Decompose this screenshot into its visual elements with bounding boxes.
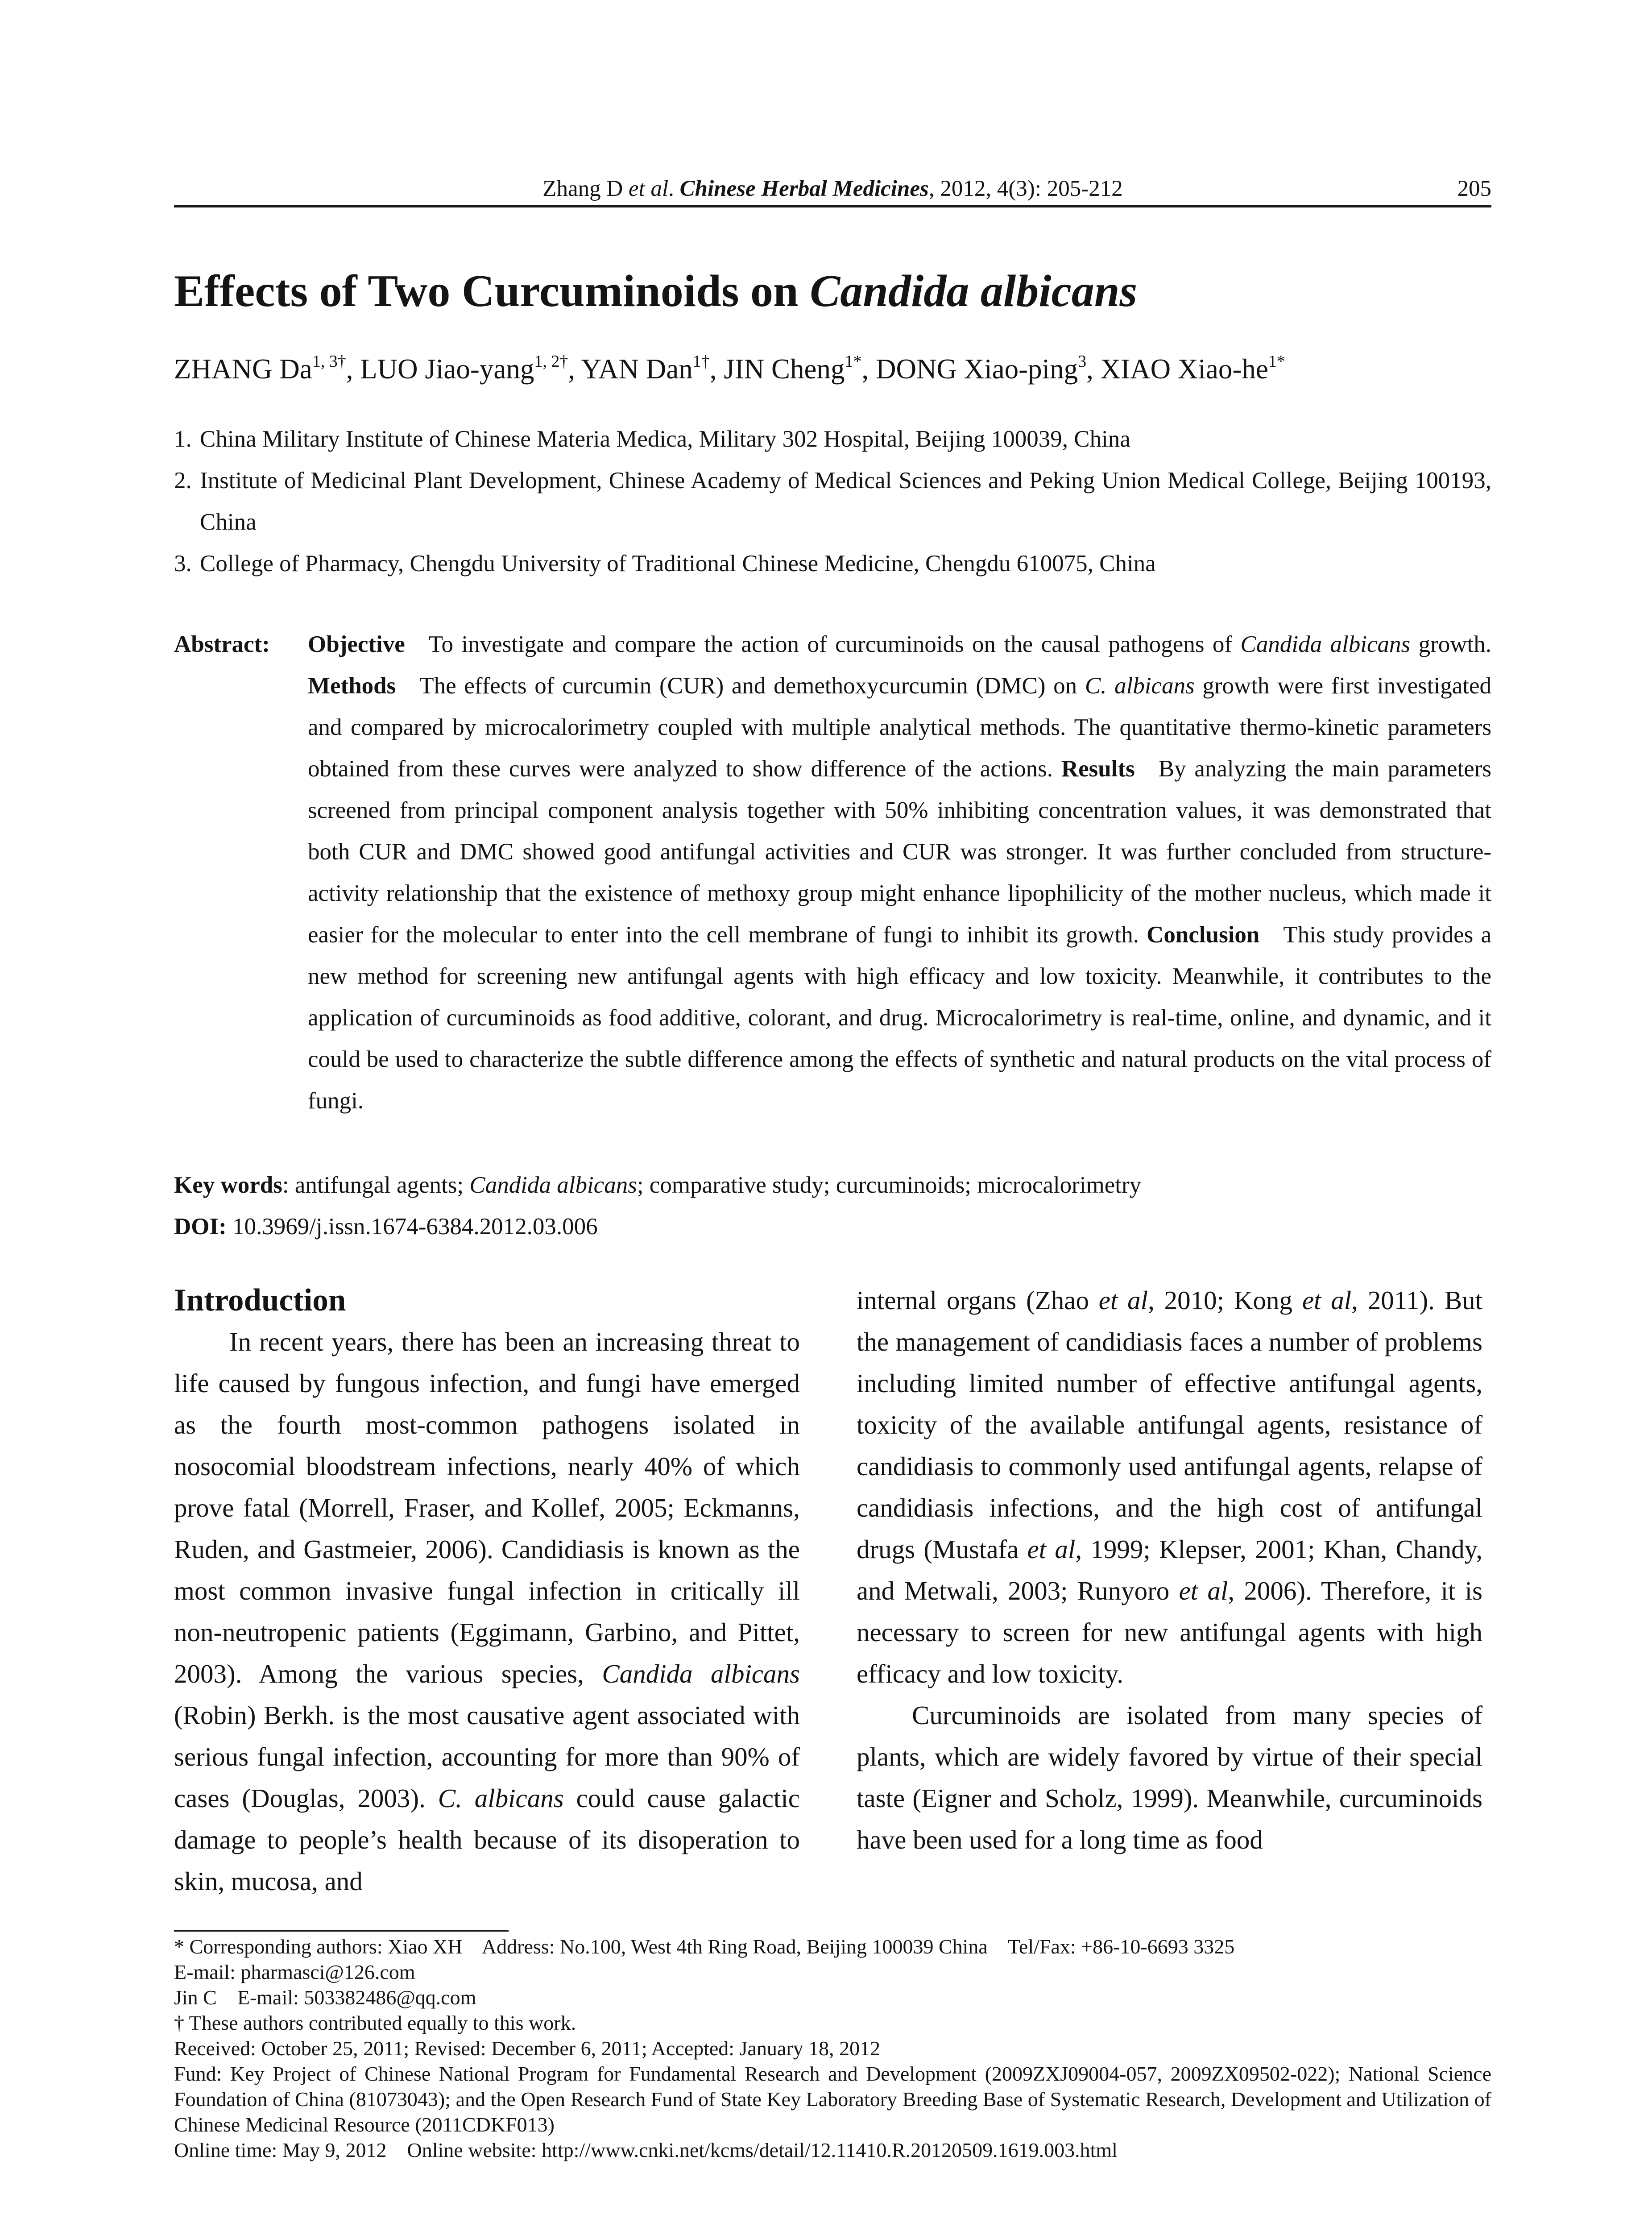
intro-paragraph-1: In recent years, there has been an increasing threat to life caused by fungous infection, and fungi have emerged as the fourth most-common pathogens isolated in nosocomial bloodstream infections, nearly 40% of which prove fatal (Morrell, Fraser, and Kollef, 2005; Eckmanns, Ruden, and Gastmeier, 2006). Candidiasis is known as the most common invasive fungal infection in critically ill non-neutropenic patients (Eggimann, Garbino, and Pittet, 2003). Among the various species, Candida albicans (Robin) Berkh. is the most causative agent associated with serious fungal infection, accounting for more than 90% of cases (Douglas, 2003). C. albicans could cause galactic damage to people’s health because of its disoperation to skin, mucosa, and bbox=[174, 1327, 800, 1896]
abstract-label: Abstract: bbox=[174, 631, 270, 657]
author-list bbox=[174, 349, 1491, 389]
citation-line bbox=[174, 173, 1491, 204]
intro-paragraph-2: Curcuminoids are isolated from many species of plants, which are widely favored by virtue of their special taste (Eigner and Scholz, 1999). Meanwhile, curcuminoids have been used for a long time as food bbox=[857, 1700, 1482, 1854]
journal-name: Chinese Herbal Medicines bbox=[679, 176, 929, 201]
citation-volume: , 2012, 4(3): 205-212 bbox=[928, 176, 1123, 201]
footnote-online: Online time: May 9, 2012 Online website: http://www.cnki.net/kcms/detail/12.11410.R.20120509.1619.003.html bbox=[174, 2139, 1118, 2161]
author: YAN Dan$^{1\dagger}$, bbox=[581, 352, 724, 385]
intro-paragraph-1-cont: internal organs (Zhao et al, 2010; Kong et al, 2011). But the management of candidiasis faces a number of problems including limited number of effective antifungal agents, toxicity of the available antifungal agents, resistance of candidiasis to commonly used antifungal agents, relapse of candidiasis infections, and the high cost of antifungal drugs (Mustafa et al, 1999; Klepser, 2001; Khan, Chandy, and Metwali, 2003; Runyoro et al, 2006). Therefore, it is necessary to screen for new antifungal agents with high efficacy and low toxicity. bbox=[857, 1286, 1483, 1688]
affiliation: 2. Institute of Medicinal Plant Development, Chinese Academy of Medical Sciences and Peking Union Medical College, Beijing 100193, China bbox=[174, 468, 1491, 535]
footnote-email: E-mail: pharmasci@126.com bbox=[174, 1961, 415, 1983]
right-column bbox=[857, 1280, 1482, 1861]
results-label: Results bbox=[1061, 756, 1135, 782]
conclusion-label: Conclusion bbox=[1147, 922, 1260, 948]
objective-label: Objective bbox=[308, 631, 405, 657]
footnotes bbox=[174, 1934, 1491, 2163]
left-column bbox=[174, 1280, 800, 1902]
author: DONG Xiao-ping$^3$, bbox=[875, 352, 1101, 385]
author: LUO Jiao-yang$^{1, 2\dagger}$, bbox=[360, 352, 581, 385]
keywords-block bbox=[174, 1165, 1491, 1248]
footnote-jin-email: Jin C E-mail: 503382486@qq.com bbox=[174, 1986, 476, 2009]
keywords-label: Key words bbox=[174, 1172, 282, 1198]
section-heading: Introduction bbox=[174, 1283, 346, 1318]
footnote-equal-contribution: † These authors contributed equally to this work. bbox=[174, 2011, 576, 2034]
doi-label: DOI: bbox=[174, 1214, 227, 1240]
doi-value: 10.3969/j.issn.1674-6384.2012.03.006 bbox=[226, 1214, 598, 1240]
affiliation-list bbox=[174, 419, 1491, 585]
page-number: 205 bbox=[1457, 176, 1491, 201]
header-rule bbox=[174, 205, 1491, 207]
title-plain: Effects of Two Curcuminoids on bbox=[174, 266, 810, 316]
footnote-rule bbox=[174, 1930, 509, 1932]
methods-label: Methods bbox=[308, 673, 396, 699]
citation-author: Zhang D bbox=[542, 176, 629, 201]
paper-title bbox=[174, 262, 1491, 320]
affiliation: 3. College of Pharmacy, Chengdu University of Traditional Chinese Medicine, Chengdu 610075, China bbox=[174, 551, 1156, 576]
running-head bbox=[174, 173, 1491, 204]
author: JIN Cheng$^{1*}$, bbox=[724, 352, 876, 385]
citation-dot: . bbox=[668, 176, 680, 201]
footnote-dates: Received: October 25, 2011; Revised: December 6, 2011; Accepted: January 18, 2012 bbox=[174, 2037, 881, 2060]
footnote-corresponding: * Corresponding authors: Xiao XH Address: No.100, West 4th Ring Road, Beijing 100039 China Tel/Fax: +86-10-6693 3325 bbox=[174, 1935, 1235, 1958]
author: XIAO Xiao-$he^{1*}$ bbox=[1100, 352, 1285, 385]
affiliation: 1. China Military Institute of Chinese Materia Medica, Military 302 Hospital, Beijing 100039, China bbox=[174, 426, 1130, 452]
title-italic: Candida albicans bbox=[810, 266, 1138, 316]
abstract-body: Objective To investigate and compare the action of curcuminoids on the causal pathogens of Candida albicans growth. Methods The effects of curcumin (CUR) and demethoxycurcumin (DMC) on C. albicans growth were first investigated and compared by microcalorimetry coupled with multiple analytical methods. The quantitative thermo-kinetic parameters obtained from these curves were analyzed to show difference of the actions. Results By analyzing the main parameters screened from principal component analysis together with 50% inhibiting concentration values, it was demonstrated that both CUR and DMC showed good antifungal activities and CUR was stronger. It was further concluded from structure-activity relationship that the existence of methoxy group might enhance lipophilicity of the mother nucleus, which made it easier for the molecular to enter into the cell membrane of fungi to inhibit its growth. Conclusion This study provides a new method for screening new antifungal agents with high efficacy and low toxicity. Meanwhile, it contributes to the application of curcuminoids as food additive, colorant, and drug. Microcalorimetry is real-time, online, and dynamic, and it could be used to characterize the subtle difference among the effects of synthetic and natural products on the vital process of fungi. bbox=[308, 631, 1492, 1114]
keywords-line: Key words: antifungal agents; Candida albicans; comparative study; curcuminoids; microcalorimetry bbox=[174, 1172, 1142, 1198]
citation-etal: et al bbox=[628, 176, 669, 201]
doi-line bbox=[174, 1206, 1491, 1248]
author: ZHANG $Da^{1, 3\dagger}$, bbox=[174, 352, 360, 385]
footnote-fund: Fund: Key Project of Chinese National Program for Fundamental Research and Development (2009ZXJ09004-057, 2009ZX09502-022); National Science Foundation of China (81073043); and the Open Research Fund of State Key Laboratory Breeding Base of Systematic Research, Development and Utilization of Chinese Medicinal Resource (2011CDKF013) bbox=[174, 2062, 1491, 2136]
